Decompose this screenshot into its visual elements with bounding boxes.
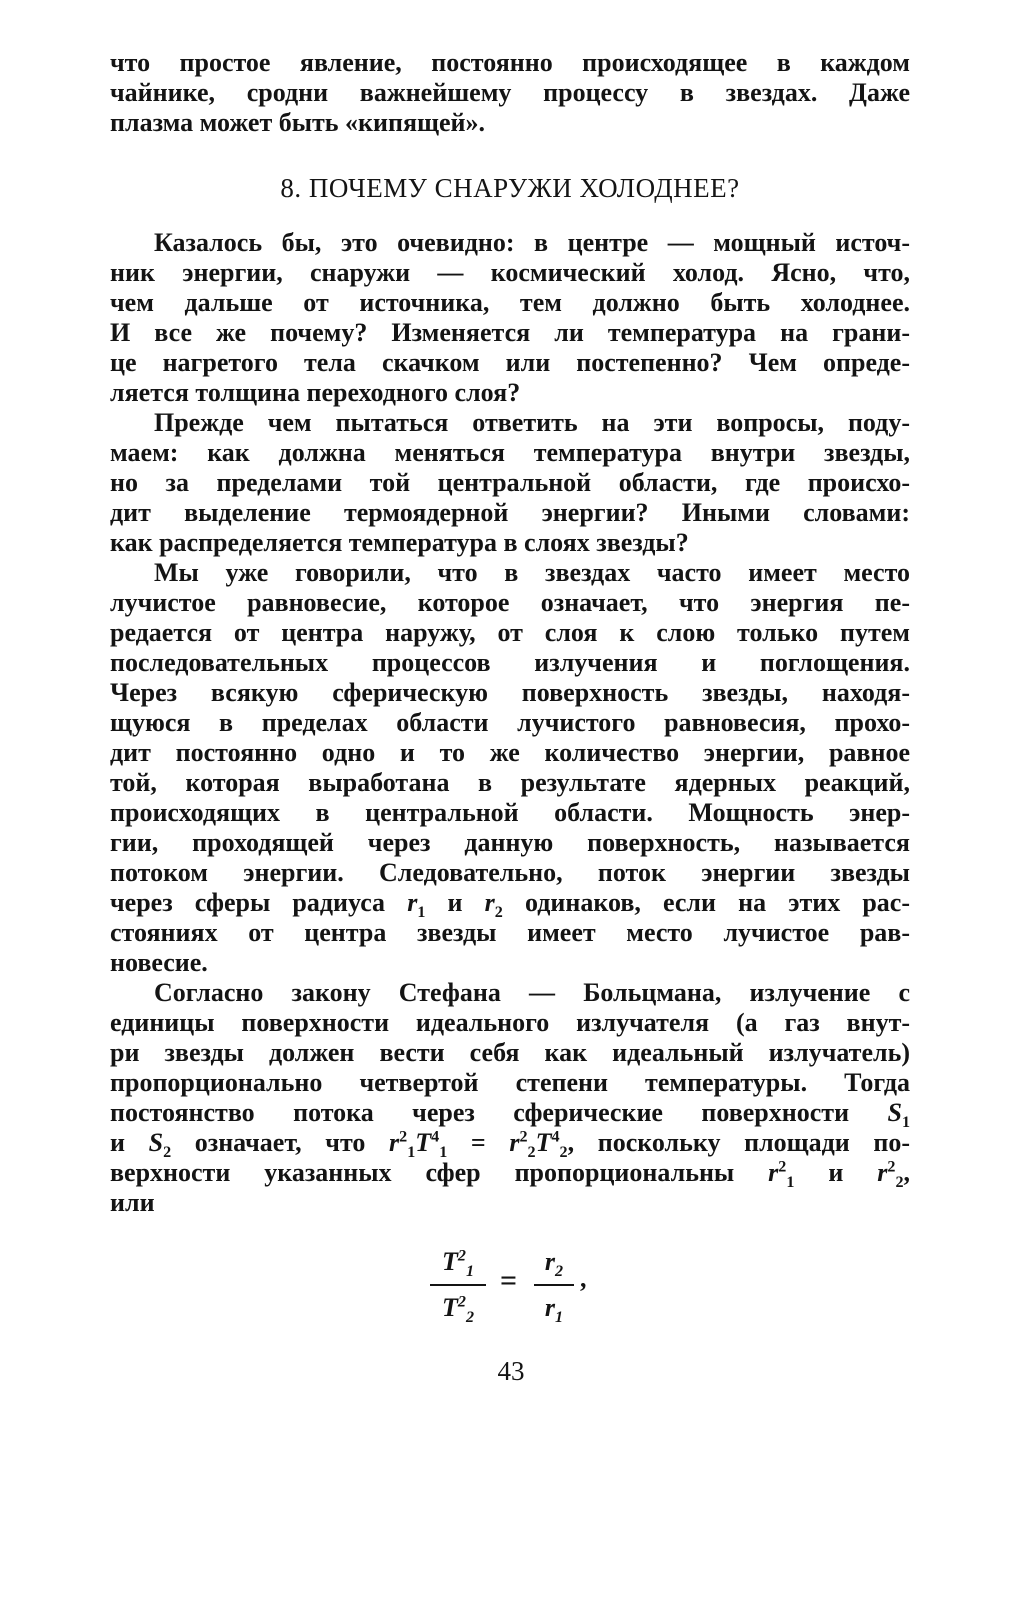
text-line: ник энергии, снаружи — космический холод. Ясно, что, xyxy=(110,258,910,287)
text-line: гии, проходящей через данную поверхность, называется xyxy=(110,828,910,857)
text-line: что простое явление, постоянно происходящее в каждом xyxy=(110,48,910,77)
paragraph-2 xyxy=(110,408,910,558)
text-line: дит выделение термоядерной энергии? Иными словами: xyxy=(110,498,910,527)
equation xyxy=(430,1242,610,1332)
text-line: стояниях от центра звезды имеет место лучистое рав- xyxy=(110,918,910,947)
equals-sign: = xyxy=(500,1264,518,1297)
text-line: пропорционально четвертой степени температуры. Тогда xyxy=(110,1068,910,1097)
text-line: или xyxy=(110,1188,155,1217)
text-line: потоком энергии. Следовательно, поток энергии звезды xyxy=(110,858,910,887)
text-line: плазма может быть «кипящей». xyxy=(110,108,486,137)
fraction-right: $r_2$ $r_1$ xyxy=(534,1242,574,1328)
fraction-bar xyxy=(430,1284,486,1286)
text-line: происходящих в центральной области. Мощность энер- xyxy=(110,798,910,827)
text-line: Прежде чем пытаться ответить на эти вопросы, поду- xyxy=(154,408,910,437)
paragraph-1 xyxy=(110,228,910,408)
text-line: верхности указанных сфер пропорциональны $r^2_1$ и $r^2_2$, xyxy=(110,1158,911,1192)
page-number: 43 xyxy=(497,1356,525,1386)
text-line: и $S_2$ означает, что $r^2_1T^4_1 = r^2_2T^4_2$, поскольку площади по- xyxy=(110,1128,911,1162)
text-line: щуюся в пределах области лучистого равновесия, прохо- xyxy=(110,708,910,737)
section-heading: 8. ПОЧЕМУ СНАРУЖИ ХОЛОДНЕЕ? xyxy=(280,173,740,203)
fraction-bar xyxy=(534,1284,574,1286)
text-line: Через всякую сферическую поверхность звезды, находя- xyxy=(110,678,910,707)
text-line: чайнике, сродни важнейшему процессу в звездах. Даже xyxy=(110,78,910,107)
text-line: И все же почему? Изменяется ли температура на грани- xyxy=(110,318,910,347)
text-line: той, которая выработана в результате ядерных реакций, xyxy=(110,768,910,797)
text-line: как распределяется температура в слоях звезды? xyxy=(110,528,689,557)
text-line: единицы поверхности идеального излучателя (а газ внут- xyxy=(110,1008,910,1037)
text-line: Согласно закону Стефана — Больцмана, излучение с xyxy=(154,978,910,1007)
text-line: лучистое равновесие, которое означает, что энергия пе- xyxy=(110,588,910,617)
text-line: дит постоянно одно и то же количество энергии, равное xyxy=(110,738,910,767)
text-line: новесие. xyxy=(110,948,208,977)
text-line: через сферы радиуса $r_1$ и $r_2$ одинаков, если на этих рас- xyxy=(110,888,910,922)
intro-paragraph xyxy=(110,48,910,138)
text-line: чем дальше от источника, тем должно быть холоднее. xyxy=(110,288,910,317)
text-line: постоянство потока через сферические поверхности $S_1$ xyxy=(110,1098,910,1132)
text-line: це нагретого тела скачком или постепенно? Чем опреде- xyxy=(110,348,910,377)
paragraph-3 xyxy=(110,558,910,978)
text-line: ри звезды должен вести себя как идеальный излучатель) xyxy=(110,1038,910,1067)
text-line: Мы уже говорили, что в звездах часто имеет место xyxy=(154,558,910,587)
fraction-left: $T^2_1$ $T^2_2$ xyxy=(430,1242,486,1328)
formula-comma: , xyxy=(580,1264,587,1293)
text-line: Казалось бы, это очевидно: в центре — мощный источ- xyxy=(154,228,910,257)
paragraph-4 xyxy=(110,978,910,1218)
text-line: последовательных процессов излучения и поглощения. xyxy=(110,648,910,677)
text-line: ляется толщина переходного слоя? xyxy=(110,378,521,407)
text-line: маем: как должна меняться температура внутри звезды, xyxy=(110,438,910,467)
text-line: редается от центра наружу, от слоя к слою только путем xyxy=(110,618,910,647)
text-line: но за пределами той центральной области, где происхо- xyxy=(110,468,910,497)
